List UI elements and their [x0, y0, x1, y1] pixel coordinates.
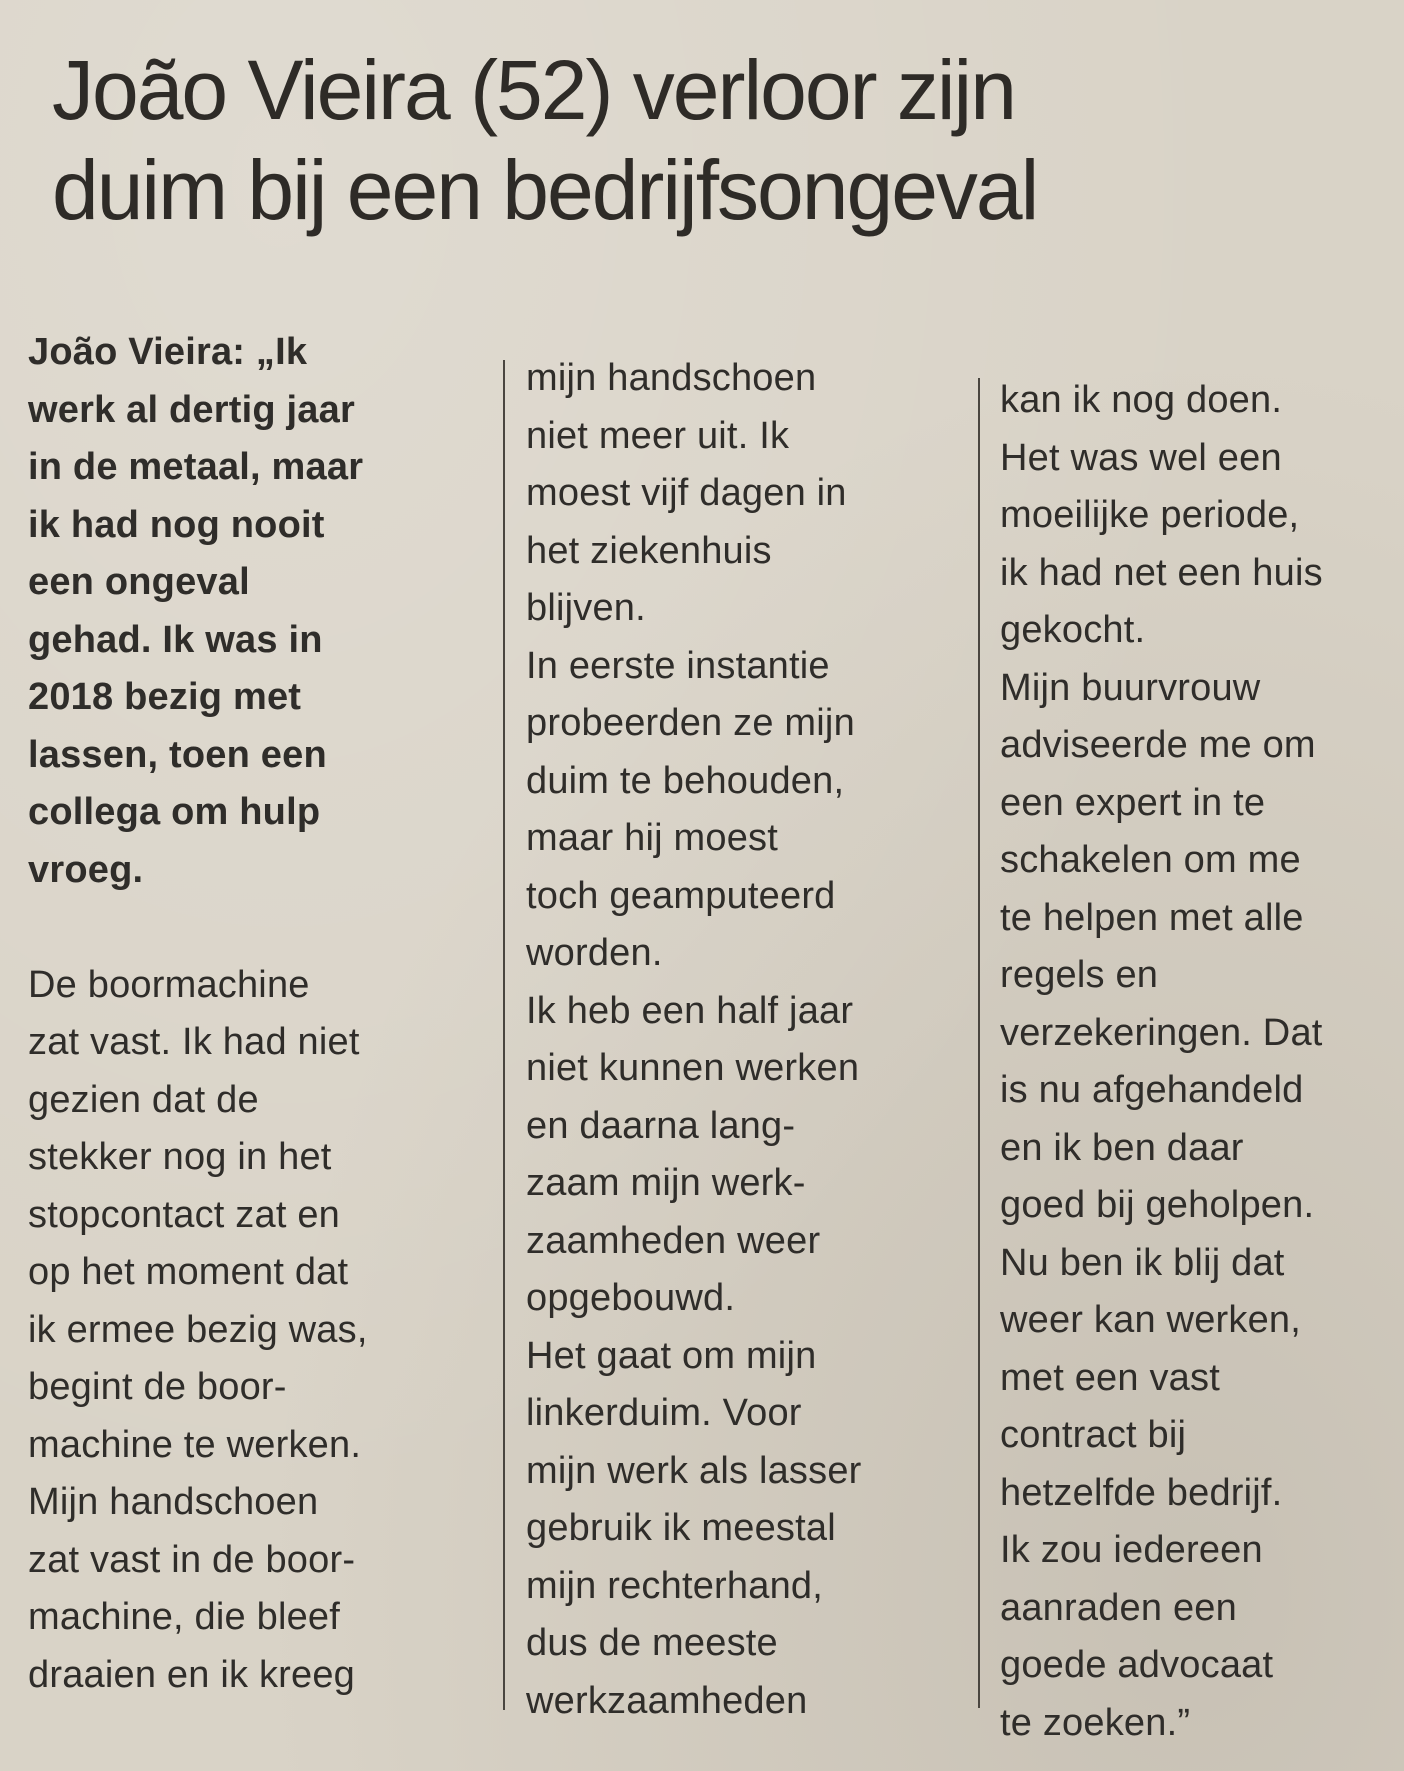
headline-line-2: duim bij een bedrijfsongeval: [52, 143, 1038, 237]
body-line: zaamheden weer: [526, 1219, 821, 1262]
body-line: op het moment dat: [28, 1251, 349, 1293]
lead-line: vroeg.: [28, 848, 144, 891]
body-line: moeilijke periode,: [1000, 494, 1300, 536]
article-headline: [52, 40, 1372, 240]
body-line: mijn rechterhand,: [526, 1564, 823, 1607]
body-line: mijn handschoen: [526, 357, 817, 399]
body-line: te zoeken.”: [1000, 1701, 1191, 1744]
column-divider: [978, 378, 980, 1708]
lead-line: collega om hulp: [28, 791, 321, 833]
body-line: moest vijf dagen in: [526, 472, 847, 514]
body-line: gekocht.: [1000, 609, 1146, 651]
body-line: ik had net een huis: [1000, 551, 1323, 594]
body-line: begint de boor-: [28, 1366, 287, 1408]
body-line: kan ik nog doen.: [1000, 379, 1283, 421]
body-line: De boormachine: [28, 963, 310, 1006]
body-line: weer kan werken,: [1000, 1299, 1302, 1341]
body-line: een expert in te: [1000, 781, 1266, 824]
body-line: probeerden ze mijn: [526, 702, 855, 744]
body-line: Het gaat om mijn: [526, 1334, 817, 1377]
column-divider: [503, 360, 505, 1710]
body-line: verzekeringen. Dat: [1000, 1011, 1323, 1054]
lead-line: gehad. Ik was in: [28, 618, 323, 661]
lead-line: 2018 bezig met: [28, 676, 302, 718]
body-line: met een vast: [1000, 1356, 1220, 1399]
body-line: Nu ben ik blij dat: [1000, 1241, 1285, 1284]
article-column-2: [526, 350, 946, 1730]
paragraph-gap: [28, 899, 498, 957]
body-line: en ik ben daar: [1000, 1126, 1244, 1169]
body-line: goede advocaat: [1000, 1644, 1274, 1686]
body-line: draaien en ik kreeg: [28, 1653, 356, 1696]
body-line: adviseerde me om: [1000, 724, 1316, 766]
body-line: en daarna lang-: [526, 1104, 796, 1147]
body-line: worden.: [526, 932, 663, 974]
article-column-1: [28, 324, 498, 1704]
body-line: goed bij geholpen.: [1000, 1184, 1315, 1226]
body-line: schakelen om me: [1000, 839, 1301, 881]
body-line: blijven.: [526, 587, 646, 629]
body-line: zat vast in de boor-: [28, 1538, 356, 1581]
body-line: gezien dat de: [28, 1078, 259, 1121]
body-line: opgebouwd.: [526, 1277, 736, 1319]
body-line: gebruik ik meestal: [526, 1507, 836, 1549]
lead-line: in de metaal, maar: [28, 446, 364, 488]
body-line: Het was wel een: [1000, 436, 1282, 479]
body-line: Mijn buurvrouw: [1000, 666, 1261, 709]
body-line: machine, die bleef: [28, 1596, 341, 1638]
body-line: regels en: [1000, 954, 1159, 996]
lead-line: lassen, toen een: [28, 733, 327, 776]
body-line: In eerste instantie: [526, 644, 830, 687]
body-line: werkzaamheden: [526, 1679, 808, 1722]
body-line: Ik zou iedereen: [1000, 1529, 1263, 1571]
lead-line: een ongeval: [28, 561, 250, 603]
headline-line-1: João Vieira (52) verloor zijn: [52, 43, 1015, 137]
body-line: te helpen met alle: [1000, 896, 1304, 939]
article-column-3: [1000, 372, 1400, 1752]
lead-line: João Vieira: „Ik: [28, 331, 308, 373]
body-line: ik ermee bezig was,: [28, 1308, 368, 1351]
body-line: maar hij moest: [526, 817, 778, 859]
body-line: linkerduim. Voor: [526, 1392, 802, 1434]
body-line: hetzelfde bedrijf.: [1000, 1471, 1283, 1514]
body-line: aanraden een: [1000, 1586, 1237, 1629]
body-line: dus de meeste: [526, 1622, 778, 1664]
body-line: stekker nog in het: [28, 1136, 332, 1178]
body-line: het ziekenhuis: [526, 529, 772, 572]
body-line: niet meer uit. Ik: [526, 414, 790, 457]
body-line: mijn werk als lasser: [526, 1449, 862, 1492]
body-line: niet kunnen werken: [526, 1047, 860, 1089]
body-line: is nu afgehandeld: [1000, 1069, 1304, 1111]
body-line: machine te werken.: [28, 1423, 362, 1466]
lead-line: werk al dertig jaar: [28, 388, 355, 431]
body-line: contract bij: [1000, 1414, 1187, 1456]
body-line: zat vast. Ik had niet: [28, 1021, 360, 1063]
lead-line: ik had nog nooit: [28, 503, 325, 546]
body-line: stopcontact zat en: [28, 1193, 341, 1236]
body-line: Mijn handschoen: [28, 1481, 319, 1523]
body-line: Ik heb een half jaar: [526, 989, 854, 1032]
body-line: zaam mijn werk-: [526, 1162, 806, 1204]
body-line: duim te behouden,: [526, 759, 845, 802]
body-line: toch geamputeerd: [526, 874, 836, 917]
